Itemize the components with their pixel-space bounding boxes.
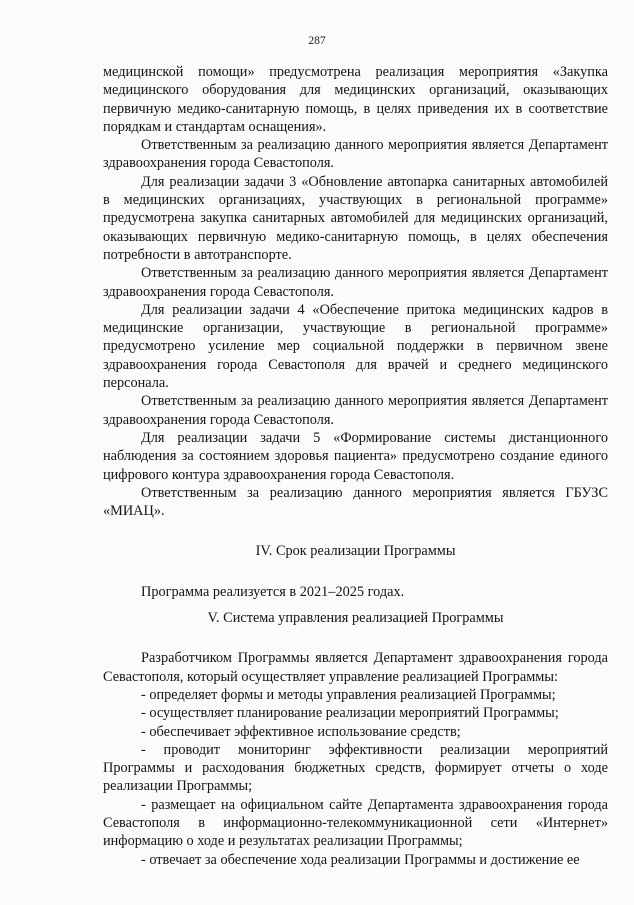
paragraph: Программа реализуется в 2021–2025 годах. xyxy=(141,583,405,600)
list-item: - осуществляет планирование реализации мероприятий Программы; xyxy=(141,705,559,722)
paragraph: Для реализации задачи 5 «Формирование системы дистанционного наблюдения за состоянием здоровья пациента» предусмотрено создание единого цифрового контура здравоохранения города Севастополя. xyxy=(103,429,608,483)
paragraph: Разработчиком Программы является Департамент здравоохранения города Севастополя, который осуществляет управление реализацией Программы: xyxy=(103,650,608,685)
list-item: - проводит мониторинг эффективности реализации мероприятий Программы и расходования бюджетных средств, формирует отчеты о ходе реализации Программы; xyxy=(103,741,608,795)
list-item: - определяет формы и методы управления реализацией Программы; xyxy=(141,686,556,703)
paragraph: Ответственным за реализацию данного мероприятия является Департамент здравоохранения города Севастополя. xyxy=(103,393,608,428)
list-item: - обеспечивает эффективное использование средств; xyxy=(141,723,461,740)
section-heading-iv: IV. Срок реализации Программы xyxy=(255,543,456,560)
paragraph: Ответственным за реализацию данного мероприятия является Департамент здравоохранения города Севастополя. xyxy=(103,265,608,300)
list-item: - отвечает за обеспечение хода реализации Программы и достижение ее xyxy=(141,851,580,868)
paragraph: Ответственным за реализацию данного мероприятия является Департамент здравоохранения города Севастополя. xyxy=(103,137,608,172)
section-heading-v: V. Система управления реализацией Программы xyxy=(207,610,504,627)
document-body xyxy=(103,63,608,869)
list-item: - размещает на официальном сайте Департамента здравоохранения города Севастополя в информационно-телекоммуникационной сети «Интернет» информацию о ходе и результатах реализации Программы; xyxy=(103,796,608,850)
paragraph: Ответственным за реализацию данного мероприятия является ГБУЗС «МИАЦ». xyxy=(103,484,608,520)
paragraph: Для реализации задачи 4 «Обеспечение притока медицинских кадров в медицинские организации, участвующие в региональной программе» предусмотрено усиление мер социальной поддержки в первичном звене здравоохранения города Севастополя для врачей и среднего медицинского персонала. xyxy=(103,301,608,392)
page-number: 287 xyxy=(308,35,326,47)
paragraph: Для реализации задачи 3 «Обновление автопарка санитарных автомобилей в медицинских организациях, участвующих в региональной программе» предусмотрена закупка санитарных автомобилей для медицинских организаций, оказывающих первичную медико-санитарную помощь, в целях обеспечения потребности в автотранспорте. xyxy=(103,173,608,263)
paragraph: медицинской помощи» предусмотрена реализация мероприятия «Закупка медицинского оборудования для медицинских организаций, оказывающих первичную медико-санитарную помощь, в целях приведения их в соответствие порядкам и стандартам оснащения». xyxy=(103,64,608,135)
